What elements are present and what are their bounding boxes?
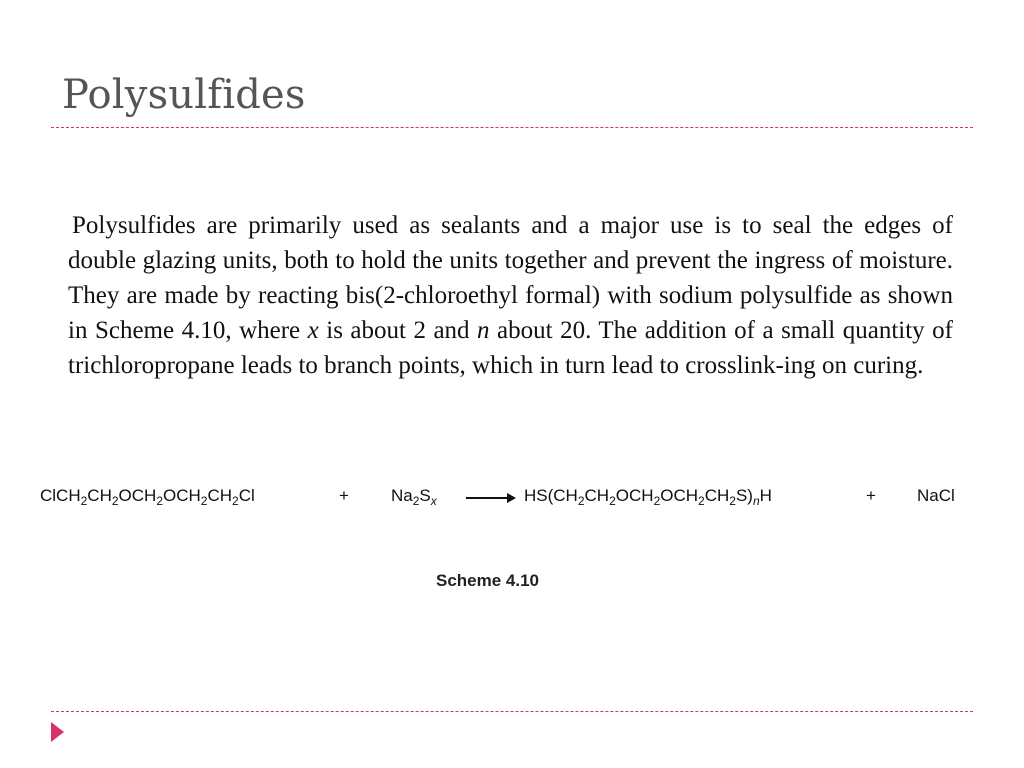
formula-text: Na — [391, 486, 413, 505]
formula-text: CH — [87, 486, 112, 505]
formula-text: S) — [735, 486, 753, 505]
formula-text: HS(CH — [524, 486, 578, 505]
formula-subscript: 2 — [80, 494, 88, 508]
product-sodium-chloride: NaCl — [917, 486, 955, 505]
formula-subscript: 2 — [200, 494, 208, 508]
bottom-dashed-divider — [51, 711, 973, 712]
formula-subscript: 2 — [609, 494, 616, 508]
formula-subscript: 2 — [653, 494, 661, 508]
reactant-sodium-polysulfide — [391, 486, 437, 508]
formula-subscript: 2 — [698, 494, 705, 508]
plus-sign-2: + — [866, 486, 876, 505]
formula-subscript: x — [430, 494, 437, 508]
paragraph-text-part-3: about 20. The addition of a small quantity of trichloropropane leads to branch points, which in turn lead to crosslink-ing on curing. — [68, 317, 953, 379]
paragraph-text-part-1: Polysulfides are primarily used as sealants and a major use is to seal the edges of double glazing units, both to hold the units together and prevent the ingress of moisture. They are made by reacting bis(2-chloroethyl formal) with sodium polysulfide as shown in Scheme 4.10, where — [68, 212, 953, 344]
formula-subscript: 2 — [729, 494, 736, 508]
variable-n: n — [477, 317, 490, 344]
paragraph-text-part-2: is about 2 and — [318, 317, 478, 344]
formula-text: CH — [584, 486, 610, 505]
slide-title: Polysulfides — [62, 72, 306, 118]
body-paragraph — [68, 208, 953, 383]
reactant-bis-chloroethyl-formal — [40, 486, 255, 508]
formula-text: CH — [207, 486, 233, 505]
formula-text: S — [419, 486, 431, 505]
formula-text: ClCH — [40, 486, 81, 505]
reaction-scheme — [40, 486, 970, 516]
formula-text: OCH — [615, 486, 654, 505]
formula-subscript: 2 — [412, 494, 420, 508]
top-dashed-divider — [51, 127, 973, 128]
formula-text: H — [759, 486, 772, 505]
reaction-arrow — [466, 497, 514, 499]
formula-text: Cl — [238, 486, 255, 505]
formula-text: OCH — [118, 486, 157, 505]
formula-subscript: 2 — [577, 494, 585, 508]
variable-x: x — [307, 317, 319, 344]
formula-subscript: n — [752, 494, 760, 508]
formula-subscript: 2 — [156, 494, 164, 508]
formula-text: OCH — [163, 486, 201, 505]
formula-subscript: 2 — [232, 494, 239, 508]
scheme-caption: Scheme 4.10 — [436, 571, 540, 590]
product-polysulfide — [524, 486, 772, 508]
formula-text: CH — [704, 486, 730, 505]
formula-text: OCH — [660, 486, 699, 505]
formula-subscript: 2 — [111, 494, 119, 508]
triangle-bullet-icon — [51, 722, 64, 742]
plus-sign-1: + — [339, 486, 349, 505]
